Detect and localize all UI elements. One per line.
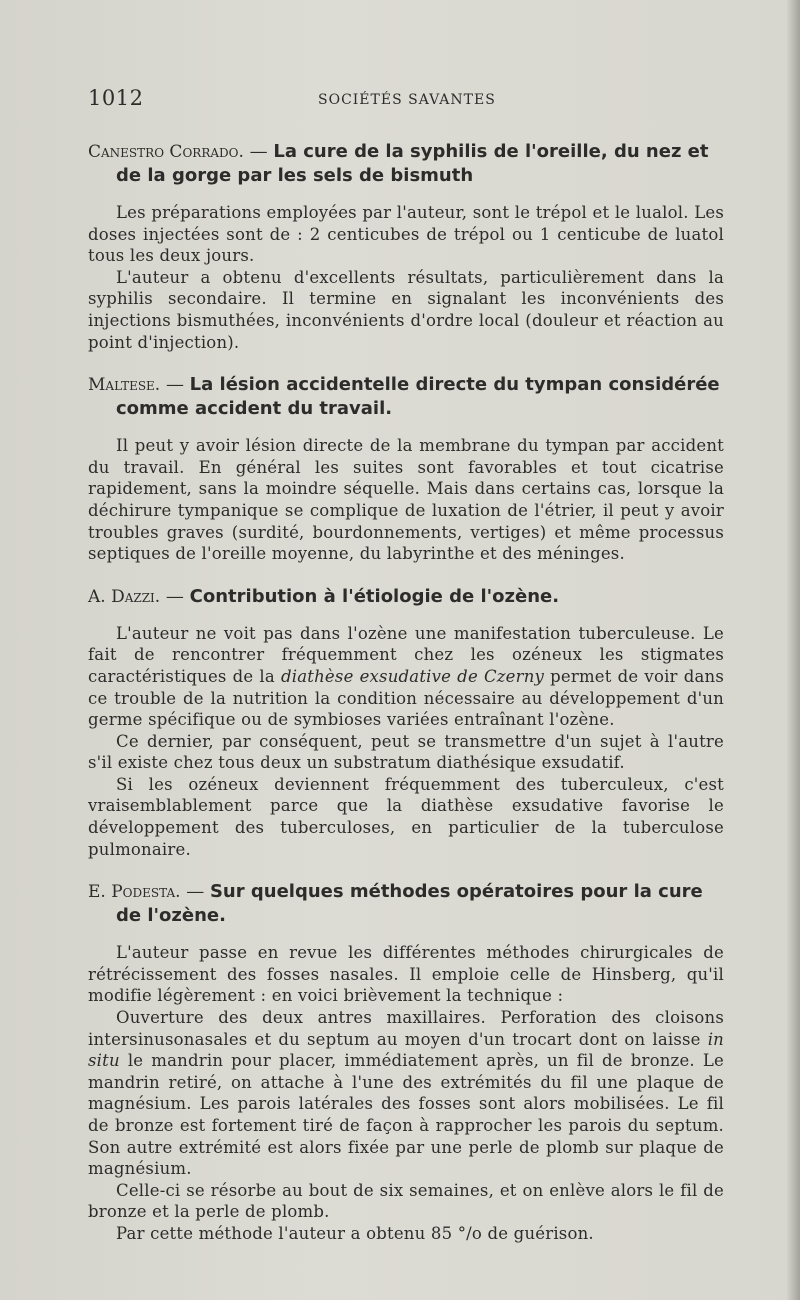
- page-content: [88, 140, 724, 1245]
- italic-phrase: in situ: [88, 1029, 724, 1071]
- article-heading: [88, 373, 724, 421]
- article-podesta: [88, 880, 724, 1244]
- article-author: E. Podesta.: [88, 882, 181, 903]
- article-title: La lésion accidentelle directe du tympan considérée comme accident du travail.: [116, 374, 720, 420]
- article-title: Sur quelques méthodes opératoires pour la cure de l'ozène.: [116, 881, 703, 927]
- paragraph: L'auteur a obtenu d'excellents résultats, particulièrement dans la syphilis secondaire. Il termine en signalant les inconvénients des injections bismuthées, inconvénients d'ordre local (douleur et réaction au point d'injection).: [88, 267, 724, 352]
- paragraph-text: Ouverture des deux antres maxillaires. Perforation des cloisons intersinusonasales et du septum au moyen d'un trocart dont on laisse: [88, 1008, 724, 1049]
- article-author: A. Dazzi.: [88, 586, 161, 607]
- article-dazzi: [88, 585, 724, 861]
- paragraph-text: permet de voir dans ce trouble de la nutrition la condition nécessaire au développement d'un germe spécifique ou de symbioses variées entraînant l'ozène.: [88, 666, 724, 730]
- paragraph: L'auteur passe en revue les différentes méthodes chirurgicales de rétrécissement des fosses nasales. Il emploie celle de Hinsberg, qu'il modifie légèrement : en voici brièvement la technique :: [88, 943, 724, 1006]
- paragraph: Il peut y avoir lésion directe de la membrane du tympan par accident du travail. En général les suites sont favorables et tout cicatrise rapidement, sans la moindre séquelle. Mais dans certains cas, lorsque la déchirure tympanique se complique de luxation de l'étrier, il peut y avoir troubles graves (surdité, bourdonnements, vertiges) et même processus septiques de l'oreille moyenne, du labyrinthe et des méninges.: [88, 436, 724, 564]
- article-title: Contribution à l'étiologie de l'ozène.: [189, 585, 560, 607]
- italic-phrase: diathèse exsudative de Czerny: [281, 666, 545, 686]
- paragraph: Celle-ci se résorbe au bout de six semaines, et on enlève alors le fil de bronze et la perle de plomb.: [88, 1180, 724, 1222]
- paragraph: Par cette méthode l'auteur a obtenu 85 °/o de guérison.: [116, 1223, 594, 1243]
- article-heading: [88, 880, 724, 928]
- article-heading: [88, 140, 724, 188]
- article-author: Maltese.: [88, 375, 161, 396]
- paragraph: Ce dernier, par conséquent, peut se transmettre d'un sujet à l'autre s'il existe chez tous deux un substratum diathésique exsudatif.: [88, 731, 724, 773]
- page-number: 1012: [88, 86, 144, 110]
- paragraph-text: le mandrin pour placer, immédiatement après, un fil de bronze. Le mandrin retiré, on attache à l'une des extrémités du fil une plaque de magnésium. Les parois latérales des fosses sont alors mobilisées. Le fil de bronze est fortement tiré de façon à rapprocher les parois du septum. Son autre extrémité est alors fixée par une perle de plomb sur plaque de magnésium.: [88, 1051, 724, 1179]
- running-head: SOCIÉTÉS SAVANTES: [318, 92, 496, 108]
- article-author: Canestro Corrado.: [88, 142, 244, 162]
- heading-dash: —: [160, 585, 190, 607]
- page-edge-shadow: [786, 0, 800, 1300]
- article-maltese: [88, 373, 724, 565]
- heading-dash: —: [160, 374, 190, 396]
- article-heading: [88, 585, 724, 609]
- paragraph: Si les ozéneux deviennent fréquemment des tuberculeux, c'est vraisemblablement parce que la diathèse exsudative favorise le développement des tuberculoses, en particulier de la tuberculose pulmonaire.: [88, 774, 724, 859]
- article-canestro: [88, 140, 724, 353]
- heading-dash: —: [243, 141, 274, 162]
- article-title: La cure de la syphilis de l'oreille, du nez et de la gorge par les sels de bismuth: [116, 141, 709, 186]
- heading-dash: —: [180, 881, 210, 903]
- paragraph: [88, 1007, 724, 1180]
- paragraph-text: L'auteur ne voit pas dans l'ozène une manifestation tuberculeuse. Le fait de rencontrer fréquemment chez les ozéneux les stigmates caractéristiques de la: [88, 623, 724, 686]
- paragraph: [88, 623, 724, 731]
- page-header: [88, 86, 708, 116]
- paragraph: Les préparations employées par l'auteur, sont le trépol et le lualol. Les doses injectées sont de : 2 centicubes de trépol ou 1 centicube de luatol tous les deux jours.: [88, 203, 724, 266]
